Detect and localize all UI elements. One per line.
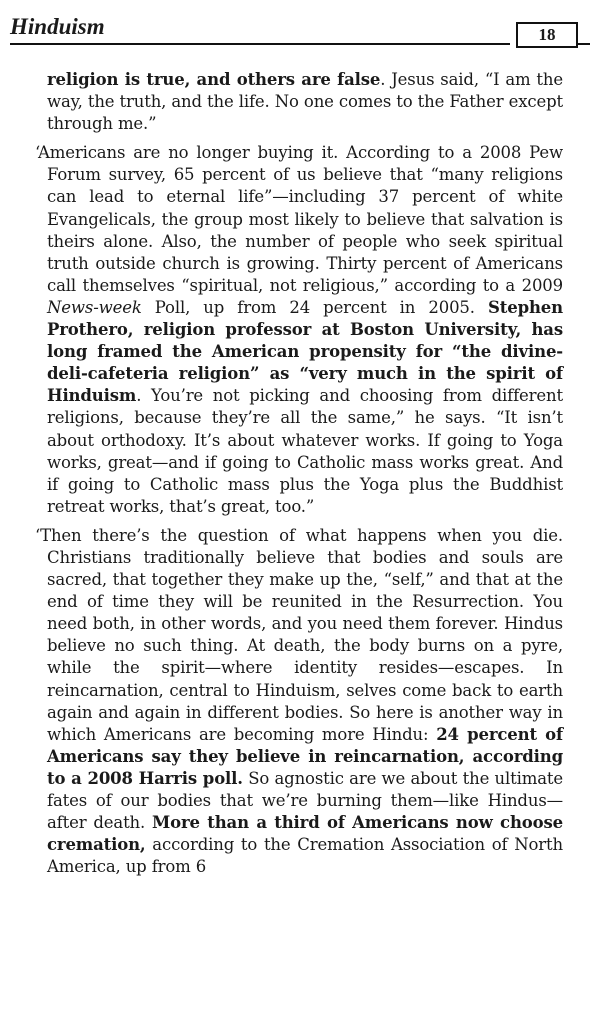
- text-run: ‘Then there’s the question of what happens when you die. Christians traditionally believe that bodies and souls are sacred, that together they make up the, “self,” and that at the end of time they will be reunited in the Resurrection. You need both, in other words, and you need them forever. Hindus believe no such thing. At death, the body burns on a pyre, while the spirit—where identity resides—escapes. In reincarnation, central to Hinduism, selves come back to earth again and again in different bodies. So here is another way in which Americans are becoming more Hindu:: [35, 525, 563, 744]
- header-rule: [10, 43, 510, 45]
- bold-text-run: Stephen Prothero, religion professor at Boston University, has long framed the American propensity for “the divine-deli-cafeteria religion” as “very much in the spirit of Hinduism: [47, 297, 563, 406]
- text-run: Poll, up from 24 percent in 2005.: [141, 297, 488, 317]
- body-text: [35, 69, 564, 878]
- paragraph: [35, 142, 563, 518]
- text-run: according to the Cremation Association of North America, up from 6: [47, 835, 563, 877]
- bold-text-run: More than a third of Americans now choose cremation,: [47, 813, 563, 855]
- text-run: ‘Americans are no longer buying it. According to a 2008 Pew Forum survey, 65 percent of us believe that “many religions can lead to eternal life”—including 37 percent of white Evangelicals, the group most likely to believe that salvation is theirs alone. Also, the number of people who seek spiritual truth outside church is growing. Thirty percent of Americans call themselves “spiritual, not religious,” according to a 2009: [35, 143, 563, 295]
- page-number-rule: [578, 43, 590, 45]
- text-run: So agnostic are we about the ultimate fates of our bodies that we’re burning them—like Hindus—after death.: [47, 768, 563, 833]
- bold-text-run: 24 percent of Americans say they believe in reincarnation, according to a 2008 Harris poll.: [47, 724, 563, 788]
- bold-text-run: religion is true, and others are false: [47, 70, 381, 89]
- page-number: 18: [516, 22, 578, 48]
- paragraph: [47, 69, 563, 135]
- page-header: [10, 14, 582, 48]
- italic-text-run: News-week: [47, 297, 142, 317]
- text-run: . You’re not picking and choosing from different religions, because they’re all the same,” he says. “It isn’t about orthodoxy. It’s about whatever works. If going to Yoga works, great—and if going to Catholic mass works great. And if going to Catholic mass plus the Yoga plus the Buddhist retreat works, that’s great, too.”: [47, 386, 563, 516]
- text-run: . Jesus said, “I am the way, the truth, and the life. No one comes to the Father except through me.”: [47, 70, 564, 134]
- running-title: Hinduism: [10, 14, 105, 39]
- paragraph: [35, 525, 563, 879]
